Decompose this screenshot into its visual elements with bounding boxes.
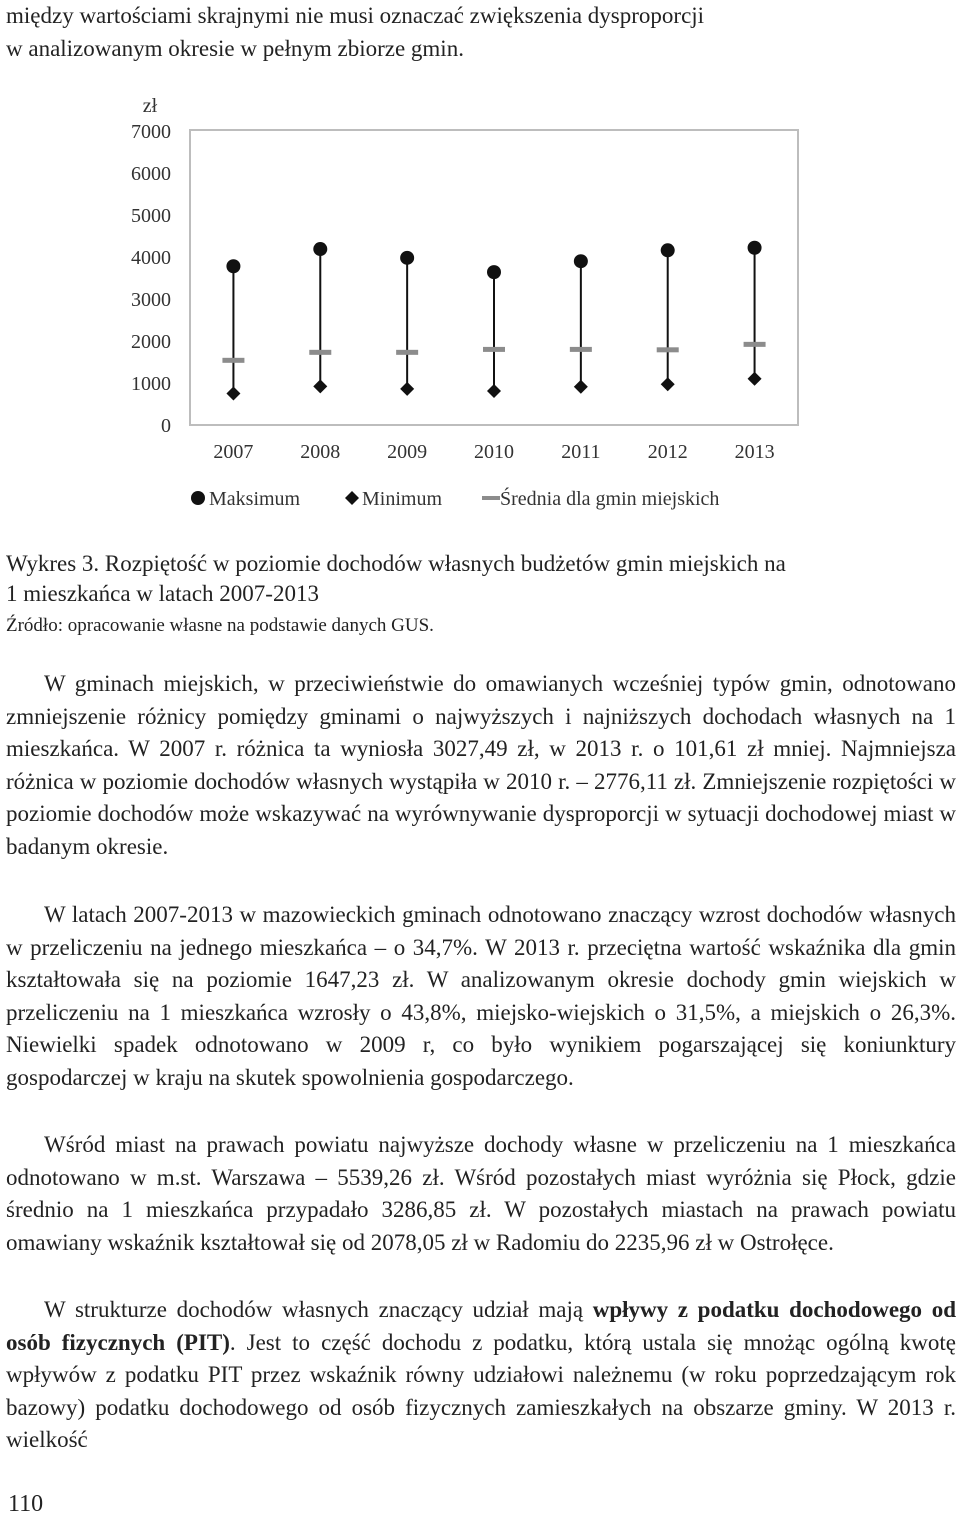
y-tick-label: 2000 [131,331,171,353]
maximum-marker [661,243,675,257]
legend-mean-label: Średnia dla gmin miejskich [500,488,720,510]
x-tick-label: 2013 [734,441,775,463]
y-tick-label: 6000 [131,163,171,185]
mean-marker [309,350,331,355]
range-chart [0,85,960,525]
legend-maximum-icon [191,491,205,505]
paragraph-2: W latach 2007-2013 w mazowieckich gminach odnotowano znaczący wzrost dochodów własnych w przeliczeniu na jednego mieszkańca – o 34,7%. W 2013 r. przeciętna wartość wskaźnika dla gmin kształtowała się na poziomie 1647,23 zł. W analizowanym okresie dochody gmin wiejskich w przeliczeniu na 1 mieszkańca wzrosły o 43,8%, miejsko-wiejskich o 31,5%, a miejskich o 26,3%. Niewielki spadek odnotowano w 2009 r, co było wynikiem pogarszającej się koniunktury gospodarczej w kraju na skutek spowolnienia gospodarczego. [6,902,956,1090]
paragraph-1: W gminach miejskich, w przeciwieństwie do omawianych wcześniej typów gmin, odnotowano zmniejszenie różnicy pomiędzy gminami o najwyższych i najniższych dochodach własnych na 1 mieszkańca. W 2007 r. różnica ta wyniosła 3027,49 zł, w 2013 r. o 101,61 zł mniej. Najmniejsza różnica w poziomie dochodów własnych wystąpiła w 2010 r. – 2776,11 zł. Zmniejszenie rozpiętości w poziomie dochodów może wskazywać na wyrównywanie dysproporcji w sytuacji dochodowej miast w badanym okresie. [6,671,956,859]
x-tick-label: 2010 [474,441,514,463]
maximum-marker [400,251,414,265]
maximum-marker [574,254,588,268]
paragraph-4-bold: wpływy z podatku dochodowego od osób fizycznych (PIT) [6,1297,956,1355]
figure-source: Źródło: opracowanie własne na podstawie danych GUS. [6,615,434,636]
maximum-marker [487,265,501,279]
maximum-marker [313,242,327,256]
legend-mean-icon [482,496,500,500]
paragraph-4 [6,1294,956,1457]
intro-line-1: między wartościami skrajnymi nie musi oznaczać zwiększenia dysproporcji [6,3,705,28]
figure-caption [6,549,956,609]
x-tick-label: 2008 [300,441,341,463]
legend-minimum-icon [345,491,359,505]
page-number: 110 [8,1491,44,1517]
legend-maximum-label: Maksimum [209,488,301,510]
minimum-marker [313,379,327,393]
minimum-marker [226,387,240,401]
x-tick-label: 2009 [387,441,428,463]
minimum-marker [400,382,414,396]
intro-paragraph [6,0,956,65]
maximum-marker [748,241,762,255]
minimum-marker [748,372,762,386]
mean-marker [657,347,679,352]
mean-marker [744,342,766,347]
x-tick-label: 2007 [213,441,254,463]
mean-marker [483,347,505,352]
minimum-marker [487,384,501,398]
mean-marker [570,347,592,352]
y-axis-label: zł [142,95,158,117]
y-tick-label: 4000 [131,247,171,269]
mean-marker [222,358,244,363]
minimum-marker [574,380,588,394]
paragraph-3: Wśród miast na prawach powiatu najwyższe dochody własne w przeliczeniu na 1 mieszkańca odnotowano w m.st. Warszawa – 5539,26 zł. Wśród pozostałych miast wyróżnia się Płock, gdzie średnio na 1 mieszkańca przypadało 3286,85 zł. W pozostałych miastach na prawach powiatu omawiany wskaźnik kształtował się od 2078,05 zł w Radomiu do 2235,96 zł w Ostrołęce. [6,1132,956,1255]
x-tick-label: 2012 [647,441,688,463]
mean-marker [396,350,418,355]
caption-line-1: Wykres 3. Rozpiętość w poziomie dochodów własnych budżetów gmin miejskich na [6,551,786,576]
paragraph-4-end: . Jest to część dochodu z podatku, którą ustala się mnożąc ogólną kwotę wpływów z podatku PIT przez wskaźnik równy udziałowi należnemu (w roku poprzedzającym rok bazowy) podatku dochodowego od osób fizycznych zamieszkałych na obszarze gminy. W 2013 r. wielkość [6,1329,956,1453]
x-tick-label: 2011 [561,441,601,463]
y-tick-label: 3000 [131,289,171,311]
caption-line-2: 1 mieszkańca w latach 2007-2013 [6,581,319,606]
y-tick-label: 1000 [131,373,171,395]
legend-minimum-label: Minimum [362,488,443,510]
paragraph-4-start: W strukturze dochodów własnych znaczący udział mają [44,1297,593,1322]
minimum-marker [661,377,675,391]
intro-line-2: w analizowanym okresie w pełnym zbiorze gmin. [6,35,464,61]
maximum-marker [226,259,240,273]
y-tick-label: 5000 [131,205,171,227]
y-tick-label: 7000 [131,121,171,143]
y-tick-label: 0 [161,415,171,437]
